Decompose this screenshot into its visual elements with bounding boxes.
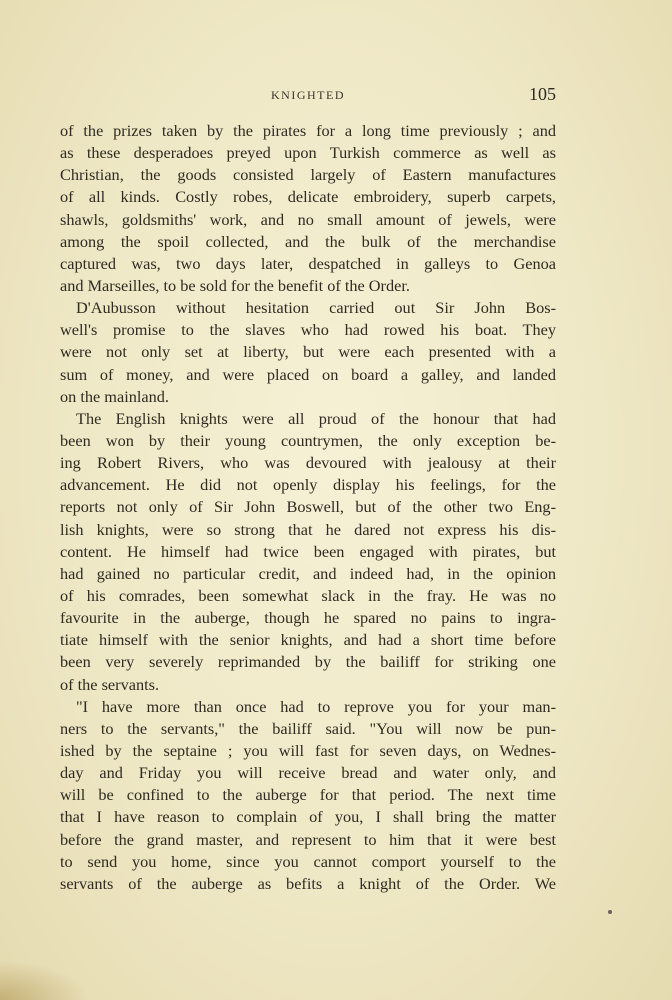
text-line: been very severely reprimanded by the bailiff for striking one	[60, 652, 556, 672]
text-line: as these desperadoes preyed upon Turkish commerce as well as	[60, 143, 556, 163]
text-line: will be confined to the auberge for that period. The next time	[60, 785, 556, 805]
text-line: among the spoil collected, and the bulk of the merchandise	[60, 231, 556, 251]
text-line: of the servants.	[60, 674, 160, 694]
text-line: favourite in the auberge, though he spared no pains to ingra-	[60, 608, 556, 628]
text-line: and Marseilles, to be sold for the benefit of the Order.	[60, 275, 410, 295]
text-line: well's promise to the slaves who had rowed his boat. They	[60, 320, 556, 340]
text-line: ished by the septaine ; you will fast for seven days, on Wednes-	[60, 740, 556, 760]
text-line: had gained no particular credit, and indeed had, in the opinion	[60, 563, 556, 583]
text-line: of all kinds. Costly robes, delicate embroidery, superb carpets,	[60, 187, 556, 207]
text-line: were not only set at liberty, but were each presented with a	[60, 342, 556, 362]
text-line: shawls, goldsmiths' work, and no small amount of jewels, were	[60, 209, 556, 229]
text-line: content. He himself had twice been engaged with pirates, but	[60, 541, 556, 561]
text-line: "I have more than once had to reprove you for your man-	[76, 696, 556, 716]
text-line: before the grand master, and represent to him that it were best	[60, 829, 556, 849]
text-line: day and Friday you will receive bread and water only, and	[60, 763, 556, 783]
page-number: 105	[529, 84, 556, 104]
text-line: tiate himself with the senior knights, and had a short time before	[60, 630, 556, 650]
text-line: D'Aubusson without hesitation carried out Sir John Bos-	[76, 298, 556, 318]
text-line: Christian, the goods consisted largely of Eastern manufactures	[60, 165, 556, 185]
running-head: KNIGHTED	[271, 88, 345, 102]
page-stain	[0, 960, 90, 1000]
text-line: ners to the servants," the bailiff said. "You will now be pun-	[60, 718, 556, 738]
text-line: on the mainland.	[60, 386, 169, 406]
ink-speck	[608, 910, 612, 914]
text-line: The English knights were all proud of the honour that had	[76, 408, 556, 428]
text-line: advancement. He did not openly display his feelings, for the	[60, 475, 556, 495]
text-line: of his comrades, been somewhat slack in the fray. He was no	[60, 585, 556, 605]
text-line: ing Robert Rivers, who was devoured with jealousy at their	[60, 453, 556, 473]
text-line: that I have reason to complain of you, I shall bring the matter	[60, 807, 556, 827]
text-line: lish knights, were so strong that he dared not express his dis-	[60, 519, 556, 539]
text-line: servants of the auberge as befits a knight of the Order. We	[60, 873, 556, 893]
page-header	[60, 84, 556, 108]
text-line: captured was, two days later, despatched in galleys to Genoa	[60, 253, 556, 273]
text-line: reports not only of Sir John Boswell, but of the other two Eng-	[60, 497, 556, 517]
body-text	[60, 120, 556, 895]
text-line: of the prizes taken by the pirates for a long time previously ; and	[60, 121, 556, 140]
text-line: sum of money, and were placed on board a galley, and landed	[60, 364, 556, 384]
text-line: been won by their young countrymen, the only exception be-	[60, 430, 556, 450]
text-line: to send you home, since you cannot comport yourself to the	[60, 851, 556, 871]
